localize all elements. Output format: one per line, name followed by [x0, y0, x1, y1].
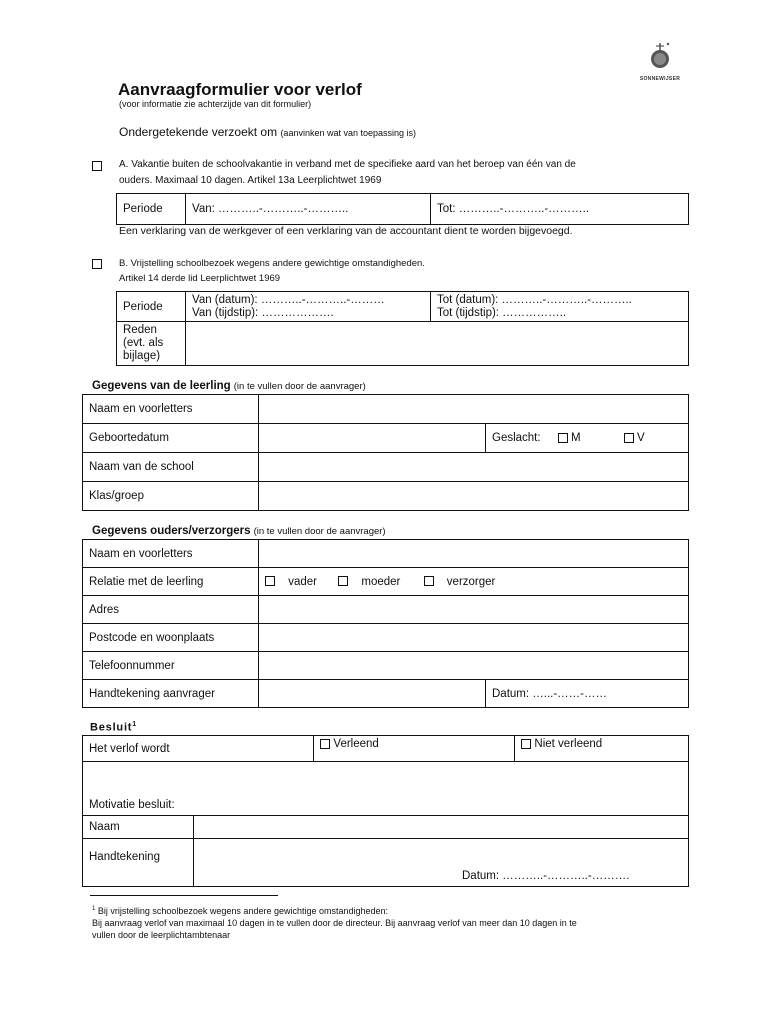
option-b-van-field[interactable]: [186, 292, 431, 322]
verleend-checkbox[interactable]: [320, 739, 330, 749]
option-b-reden-field[interactable]: [186, 322, 689, 366]
ouders-postcode-label: Postcode en woonplaats: [83, 624, 259, 652]
besluit-handtekening-field[interactable]: [194, 839, 689, 887]
leerling-school-label: Naam van de school: [83, 453, 259, 482]
besluit-motivatie-field[interactable]: [83, 762, 689, 816]
leerling-heading: [92, 380, 366, 392]
form-intro: [119, 125, 416, 139]
relatie-moeder-checkbox[interactable]: [338, 576, 348, 586]
besluit-heading-title: Besluit: [90, 721, 133, 734]
besluit-verlof-label: Het verlof wordt: [83, 736, 314, 762]
ouders-telefoon-field[interactable]: [259, 652, 689, 680]
relatie-vader-checkbox[interactable]: [265, 576, 275, 586]
ouders-adres-field[interactable]: [259, 596, 689, 624]
relatie-verzorger-checkbox[interactable]: [424, 576, 434, 586]
option-a-line2: ouders. Maximaal 10 dagen. Artikel 13a Leerplichtwet 1969: [119, 175, 382, 186]
niet-verleend-label: Niet verleend: [534, 738, 603, 750]
niet-verleend-checkbox[interactable]: [521, 739, 531, 749]
option-b-period-table: [116, 291, 689, 366]
footnote-line3: vullen door de leerplichtambtenaar: [92, 930, 231, 940]
leerling-klas-field[interactable]: [259, 482, 689, 511]
leerling-naam-field[interactable]: [259, 395, 689, 424]
ouders-heading-note: (in te vullen door de aanvrager): [253, 526, 386, 537]
option-a-note: Een verklaring van de werkgever of een verklaring van de accountant dient te worden bijgevoegd.: [119, 225, 573, 237]
verleend-label: Verleend: [333, 738, 379, 750]
option-b-van-tijd: Van (tijdstip): ……………….: [192, 306, 334, 319]
besluit-footnote-mark: 1: [132, 721, 137, 728]
besluit-naam-label: Naam: [83, 816, 194, 839]
option-a-checkbox[interactable]: [92, 161, 102, 171]
option-a-tot-field[interactable]: Tot: ………..-………..-………..: [431, 194, 689, 225]
ouders-datum-field[interactable]: Datum: …...-……-……: [486, 680, 689, 708]
geslacht-v-checkbox[interactable]: [624, 433, 634, 443]
ouders-relatie-cell: [259, 568, 689, 596]
besluit-motivatie-label: Motivatie besluit:: [89, 799, 175, 811]
ouders-handtekening-label: Handtekening aanvrager: [83, 680, 259, 708]
ouders-heading-title: Gegevens ouders/verzorgers: [92, 525, 251, 537]
option-b-tot-tijd: Tot (tijdstip): ……………..: [437, 306, 567, 319]
geslacht-m-checkbox[interactable]: [558, 433, 568, 443]
option-b-reden-label: Reden (evt. als bijlage): [117, 322, 186, 366]
leerling-heading-note: (in te vullen door de aanvrager): [233, 381, 366, 392]
besluit-naam-field[interactable]: [194, 816, 689, 839]
option-a-line1: A. Vakantie buiten de schoolvakantie in verband met de specifieke aard van het beroep van één van de: [119, 159, 576, 170]
footnote-line2: Bij aanvraag verlof van maximaal 10 dagen in te vullen door de directeur. Bij aanvraag verlof van meer dan 10 dagen in te: [92, 918, 577, 928]
geslacht-label: Geslacht:: [492, 432, 541, 444]
besluit-handtekening-label: Handtekening: [83, 839, 194, 887]
option-b-periode-label: Periode: [117, 292, 186, 322]
leerling-school-field[interactable]: [259, 453, 689, 482]
footnote-line1: [92, 903, 692, 917]
option-b-line1: B. Vrijstelling schoolbezoek wegens andere gewichtige omstandigheden.: [119, 258, 425, 269]
ouders-heading: [92, 525, 386, 537]
intro-note: (aanvinken wat van toepassing is): [280, 128, 417, 138]
option-a-van-field[interactable]: Van: ………..-………..-………..: [186, 194, 431, 225]
ouders-table: [82, 539, 689, 708]
option-a-text: [119, 157, 576, 189]
relatie-verzorger-label: verzorger: [446, 575, 496, 588]
school-logo: [630, 40, 690, 86]
leerling-klas-label: Klas/groep: [83, 482, 259, 511]
besluit-datum-field[interactable]: Datum: ………..-………..-……….: [462, 870, 630, 882]
option-b-tot-datum: Tot (datum): ………..-………..-………..: [437, 293, 632, 306]
ouders-naam-field[interactable]: [259, 540, 689, 568]
form-title: Aanvraagformulier voor verlof: [118, 80, 362, 99]
option-b-line2: Artikel 14 derde lid Leerplichtwet 1969: [119, 273, 281, 284]
ouders-telefoon-label: Telefoonnummer: [83, 652, 259, 680]
geslacht-v-label: V: [636, 432, 645, 444]
ouders-handtekening-field[interactable]: [259, 680, 486, 708]
form-subtitle: (voor informatie zie achterzijde van dit formulier): [119, 99, 312, 109]
leerling-geslacht-cell: [486, 424, 689, 453]
besluit-verleend-cell: [314, 736, 515, 762]
option-b-text: [119, 256, 425, 286]
intro-text: Ondergetekende verzoekt om: [119, 125, 278, 139]
option-a-periode-label: Periode: [117, 194, 186, 225]
footnote-mark: 1: [92, 906, 96, 912]
ouders-relatie-label: Relatie met de leerling: [83, 568, 259, 596]
option-b-tot-field[interactable]: [431, 292, 689, 322]
geslacht-m-label: M: [570, 432, 581, 444]
ouders-naam-label: Naam en voorletters: [83, 540, 259, 568]
option-b-van-datum: Van (datum): ………..-………..-………: [192, 293, 385, 306]
ouders-postcode-field[interactable]: [259, 624, 689, 652]
relatie-vader-label: vader: [288, 575, 317, 588]
besluit-table: [82, 735, 689, 887]
option-b-checkbox[interactable]: [92, 259, 102, 269]
relatie-moeder-label: moeder: [361, 575, 401, 588]
leerling-heading-title: Gegevens van de leerling: [92, 380, 231, 392]
leerling-table: [82, 394, 689, 511]
logo-emblem-icon: [645, 40, 675, 70]
footnote: [92, 903, 692, 941]
logo-brand-text: SONNEWIJSER: [639, 76, 681, 82]
footnote-divider: [90, 895, 278, 896]
ouders-adres-label: Adres: [83, 596, 259, 624]
option-a-period-table: [116, 193, 689, 225]
leerling-geboortedatum-label: Geboortedatum: [83, 424, 259, 453]
leerling-naam-label: Naam en voorletters: [83, 395, 259, 424]
footnote-line1-text: Bij vrijstelling schoolbezoek wegens andere gewichtige omstandigheden:: [97, 906, 389, 916]
leerling-geboortedatum-field[interactable]: [259, 424, 486, 453]
besluit-heading: [90, 721, 137, 734]
besluit-niet-verleend-cell: [515, 736, 689, 762]
